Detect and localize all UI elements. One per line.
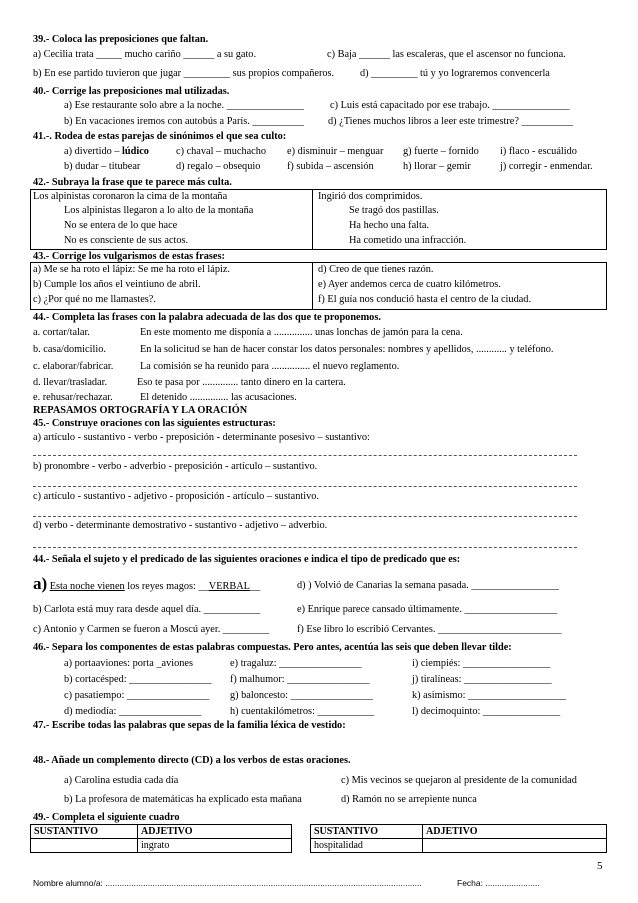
answer-line[interactable] xyxy=(33,516,577,517)
q43-divider xyxy=(312,262,313,310)
q40-title: 40.- Corrige las preposiciones mal utilizadas. xyxy=(33,86,230,97)
q39-title: 39.- Coloca las preposiciones que faltan. xyxy=(33,34,209,45)
answer-line[interactable] xyxy=(33,455,577,456)
q42-left-4: No es consciente de sus actos. xyxy=(64,235,189,246)
q46-e: e) tragaluz: ________________ xyxy=(230,658,362,669)
q46-l: l) decimoquinto: _______________ xyxy=(412,706,561,717)
q39-d: d) _________ tú y yo lograremos convencerla xyxy=(360,68,550,79)
q44a-pair-b: b. casa/domicilio. xyxy=(33,344,106,355)
q41-a: a) divertido – lúdico xyxy=(64,146,149,157)
q47-title: 47.- Escribe todas las palabras que sepas de la familia léxica de vestido: xyxy=(33,720,346,731)
table-cell: ingrato xyxy=(138,839,292,853)
q43-left-3: c) ¿Por qué no me llamastes?. xyxy=(33,294,156,305)
q46-h: h) cuentakilómetros: ___________ xyxy=(230,706,375,717)
q43-left-2: b) Cumple los años el veintiuno de abril. xyxy=(33,279,201,290)
q44b-a: a) Esta noche vienen los reyes magos: __VERBAL__ xyxy=(33,574,261,593)
q42-left-2: Los alpinistas llegaron a lo alto de la montaña xyxy=(64,205,254,216)
q46-j: j) tiralíneas: _________________ xyxy=(412,674,552,685)
q44a-text-e: El detenido ............... las acusaciones. xyxy=(140,392,297,403)
footer-name-label: Nombre alumno/a: ...................................................................................................................................... xyxy=(33,878,422,888)
q44b-d: d) ) Volvió de Canarias la semana pasada. _________________ xyxy=(297,580,559,591)
q48-b: b) La profesora de matemáticas ha explicado esta mañana xyxy=(64,794,302,805)
q44a-pair-d: d. llevar/trasladar. xyxy=(33,377,108,388)
footer-date-label: Fecha: ....................... xyxy=(457,878,540,888)
q39-b: b) En ese partido tuvieron que jugar _________ sus propios compañeros. xyxy=(33,68,335,79)
table-header: SUSTANTIVO xyxy=(311,825,423,839)
table-header: ADJETIVO xyxy=(423,825,607,839)
q41-c: c) chaval – muchacho xyxy=(176,146,267,157)
q46-f: f) malhumor: ________________ xyxy=(230,674,370,685)
q43-right-3: f) El guía nos condució hasta el centro de la ciudad. xyxy=(318,294,532,305)
q45-title: 45.- Construye oraciones con las siguientes estructuras: xyxy=(33,418,276,429)
q44b-e: e) Enrique parece cansado últimamente. __________________ xyxy=(297,604,558,615)
q45-b: b) pronombre - verbo - adverbio - preposición - artículo – sustantivo. xyxy=(33,461,318,472)
q46-b: b) cortacésped: ________________ xyxy=(64,674,212,685)
table-cell-input[interactable] xyxy=(31,839,138,853)
q40-b: b) En vacaciones iremos con autobús a París. __________ xyxy=(64,116,304,127)
q49-title: 49.- Completa el siguiente cuadro xyxy=(33,812,180,823)
q44b-b: b) Carlota está muy rara desde aquel día. ___________ xyxy=(33,604,261,615)
q46-title: 46.- Separa los componentes de estas palabras compuestas. Pero antes, acentúa las seis que deben llevar tilde: xyxy=(33,642,512,653)
q41-d: d) regalo – obsequio xyxy=(176,161,261,172)
q46-i: i) ciempiés: _________________ xyxy=(412,658,551,669)
q41-f: f) subida – ascensión xyxy=(287,161,374,172)
q44b-c: c) Antonio y Carmen se fueron a Moscú ayer. _________ xyxy=(33,624,270,635)
q44a-pair-e: e. rehusar/rechazar. xyxy=(33,392,113,403)
q44a-text-d: Eso te pasa por .............. tanto dinero en la cartera. xyxy=(137,377,346,388)
answer-line[interactable] xyxy=(33,486,577,487)
q45-d: d) verbo - determinante demostrativo - sustantivo - adjetivo – adverbio. xyxy=(33,520,328,531)
q41-b: b) dudar – titubear xyxy=(64,161,141,172)
q41-g: g) fuerte – fornido xyxy=(403,146,479,157)
q44a-pair-a: a. cortar/talar. xyxy=(33,327,90,338)
q42-divider xyxy=(312,189,313,250)
q49-table-left xyxy=(30,824,292,853)
q48-title: 48.- Añade un complemento directo (CD) a los verbos de estas oraciones. xyxy=(33,755,351,766)
q42-title: 42.- Subraya la frase que te parece más culta. xyxy=(33,177,232,188)
q45-c: c) artículo - sustantivo - adjetivo - proposición - artículo – sustantivo. xyxy=(33,491,319,502)
q40-c: c) Luis está capacitado por ese trabajo. _______________ xyxy=(330,100,570,111)
q44a-title: 44.- Completa las frases con la palabra adecuada de las dos que te proponemos. xyxy=(33,312,381,323)
q44b-f: f) Ese libro lo escribió Cervantes. ________________________ xyxy=(297,624,562,635)
table-cell: hospitalidad xyxy=(311,839,423,853)
q48-c: c) Mis vecinos se quejaron al presidente de la comunidad xyxy=(341,775,577,786)
q46-g: g) baloncesto: ________________ xyxy=(230,690,373,701)
q44a-pair-c: c. elaborar/fabricar. xyxy=(33,361,114,372)
q42-right-4: Ha cometido una infracción. xyxy=(349,235,467,246)
q39-a: a) Cecilia trata _____ mucho cariño ______ a su gato. xyxy=(33,49,257,60)
table-header: SUSTANTIVO xyxy=(31,825,138,839)
q48-a: a) Carolina estudia cada día xyxy=(64,775,179,786)
q42-right-1: Ingirió dos comprimidos. xyxy=(318,191,423,202)
q46-c: c) pasatiempo: ________________ xyxy=(64,690,210,701)
q43-right-1: d) Creo de que tienes razón. xyxy=(318,264,434,275)
q42-left-1: Los alpinistas coronaron la cima de la montaña xyxy=(33,191,228,202)
q42-left-3: No se entera de lo que hace xyxy=(64,220,178,231)
table-cell-input[interactable] xyxy=(423,839,607,853)
section-heading: REPASAMOS ORTOGRAFÍA Y LA ORACIÓN xyxy=(33,405,248,416)
answer-line[interactable] xyxy=(33,547,577,548)
q45-a: a) artículo - sustantivo - verbo - preposición - determinante posesivo – sustantivo: xyxy=(33,432,370,443)
q43-left-1: a) Me se ha roto el lápiz: Se me ha roto el lápiz. xyxy=(33,264,230,275)
q46-a: a) portaaviones: porta _aviones xyxy=(64,658,193,669)
q48-d: d) Ramón no se arrepiente nunca xyxy=(341,794,477,805)
q44b-title: 44.- Señala el sujeto y el predicado de las siguientes oraciones e indica el tipo de predicado que es: xyxy=(33,554,461,565)
q41-j: j) corregir - enmendar. xyxy=(500,161,593,172)
q41-title: 41.-. Rodea de estas parejas de sinónimos el que sea culto: xyxy=(33,131,287,142)
q42-right-2: Se tragó dos pastillas. xyxy=(349,205,439,216)
q44a-text-a: En este momento me disponía a ............... unas lonchas de jamón para la cena. xyxy=(140,327,463,338)
q39-c: c) Baja ______ las escaleras, que el ascensor no funciona. xyxy=(327,49,566,60)
q42-right-3: Ha hecho una falta. xyxy=(349,220,430,231)
q46-k: k) asimismo: ___________________ xyxy=(412,690,566,701)
q49-table-right xyxy=(310,824,607,853)
q44a-text-b: En la solicitud se han de hacer constar los datos personales: nombres y apellidos, ............ y teléfono. xyxy=(140,344,554,355)
table-header: ADJETIVO xyxy=(138,825,292,839)
q43-title: 43.- Corrige los vulgarismos de estas frases: xyxy=(33,251,225,262)
page-number: 5 xyxy=(597,860,603,872)
q40-d: d) ¿Tienes muchos libros a leer este trimestre? __________ xyxy=(328,116,573,127)
q41-e: e) disminuir – menguar xyxy=(287,146,384,157)
q41-h: h) llorar – gemir xyxy=(403,161,471,172)
q44a-text-c: La comisión se ha reunido para ............... el nuevo reglamento. xyxy=(140,361,400,372)
q43-right-2: e) Ayer andemos cerca de cuatro kilómetros. xyxy=(318,279,501,290)
q41-i: i) flaco - escuálido xyxy=(500,146,577,157)
q46-d: d) mediodía: ________________ xyxy=(64,706,202,717)
q40-a: a) Ese restaurante solo abre a la noche. _______________ xyxy=(64,100,304,111)
